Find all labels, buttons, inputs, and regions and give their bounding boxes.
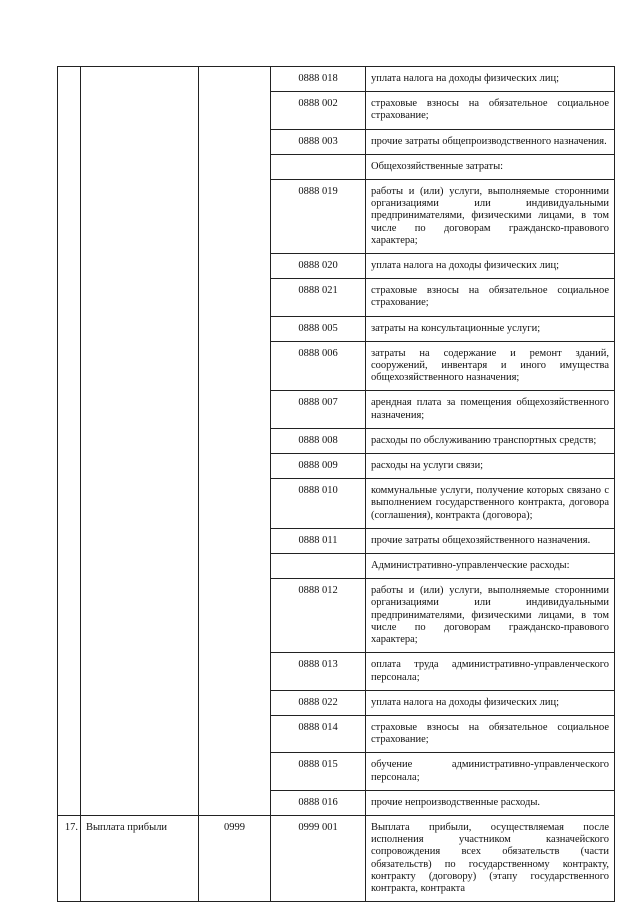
description-cell: страховые взносы на обязательное социальное страхование; xyxy=(366,715,615,752)
code-cell: 0888 012 xyxy=(271,579,366,653)
code-cell: 0888 011 xyxy=(271,528,366,553)
section-heading-cell: Общехозяйственные затраты: xyxy=(366,154,615,179)
description-cell: прочие затраты общепроизводственного назначения. xyxy=(366,129,615,154)
row-number-cell xyxy=(58,815,81,901)
description-cell: работы и (или) услуги, выполняемые сторонними организациями или индивидуальными предпринимателями, физическими лицами, в том числе по договорам гражданско-правового характера; xyxy=(366,180,615,254)
description-cell: коммунальные услуги, получение которых связано с выполнением государственного контракта, договора (соглашения), контракта (договора); xyxy=(366,479,615,529)
code-cell: 0888 003 xyxy=(271,129,366,154)
code-cell: 0888 005 xyxy=(271,316,366,341)
description-cell: прочие затраты общехозяйственного назначения. xyxy=(366,528,615,553)
description-cell: оплата труда административно-управленческого персонала; xyxy=(366,653,615,690)
code-cell: 0888 018 xyxy=(271,67,366,92)
row-name: Выплата прибыли xyxy=(86,821,168,833)
code-cell: 0999 001 xyxy=(271,815,366,901)
code-cell: 0888 016 xyxy=(271,790,366,815)
description-cell: Выплата прибыли, осуществляемая после исполнения участником казначейского сопровождения всех обязательств (части обязательств) по государственному контракту, контракту (договору) (этапу государственного контракта, контракта xyxy=(366,815,615,901)
row-name-cell xyxy=(81,815,199,901)
code-cell: 0888 010 xyxy=(271,479,366,529)
description-cell: уплата налога на доходы физических лиц; xyxy=(366,690,615,715)
section-heading-cell: Административно-управленческие расходы: xyxy=(366,554,615,579)
description-cell: уплата налога на доходы физических лиц; xyxy=(366,67,615,92)
description-cell: страховые взносы на обязательное социальное страхование; xyxy=(366,92,615,129)
code-cell xyxy=(271,554,366,579)
code-cell xyxy=(271,154,366,179)
description-cell: арендная плата за помещения общехозяйственного назначения; xyxy=(366,391,615,428)
description-cell: обучение административно-управленческого персонала; xyxy=(366,753,615,790)
description-cell: уплата налога на доходы физических лиц; xyxy=(366,254,615,279)
description-cell: работы и (или) услуги, выполняемые сторонними организациями или индивидуальными предпринимателями, физическими лицами, в том числе по договорам гражданско-правового характера; xyxy=(366,579,615,653)
row-number-cell xyxy=(58,67,81,816)
classification-table xyxy=(57,66,615,902)
code-cell: 0888 006 xyxy=(271,341,366,391)
code-cell: 0888 020 xyxy=(271,254,366,279)
code-cell: 0888 002 xyxy=(271,92,366,129)
code-cell: 0888 015 xyxy=(271,753,366,790)
code-cell: 0888 019 xyxy=(271,180,366,254)
code-cell: 0888 021 xyxy=(271,279,366,316)
row-group-cell xyxy=(199,815,271,901)
description-cell: расходы по обслуживанию транспортных средств; xyxy=(366,428,615,453)
description-cell: затраты на консультационные услуги; xyxy=(366,316,615,341)
table-row xyxy=(58,67,615,92)
code-cell: 0888 008 xyxy=(271,428,366,453)
row-name-cell xyxy=(81,67,199,816)
code-cell: 0888 009 xyxy=(271,454,366,479)
description-cell: страховые взносы на обязательное социальное страхование; xyxy=(366,279,615,316)
description-cell: затраты на содержание и ремонт зданий, сооружений, инвентаря и иного имущества общехозяйственного назначения; xyxy=(366,341,615,391)
row-number: 17. xyxy=(64,821,78,833)
code-cell: 0888 007 xyxy=(271,391,366,428)
row-group-cell xyxy=(199,67,271,816)
table-row-17 xyxy=(58,815,615,901)
code-cell: 0888 013 xyxy=(271,653,366,690)
description-cell: прочие непроизводственные расходы. xyxy=(366,790,615,815)
code-cell: 0888 022 xyxy=(271,690,366,715)
description-cell: расходы на услуги связи; xyxy=(366,454,615,479)
table-body xyxy=(58,67,615,902)
row-group-code: 0999 xyxy=(224,821,245,833)
code-cell: 0888 014 xyxy=(271,715,366,752)
